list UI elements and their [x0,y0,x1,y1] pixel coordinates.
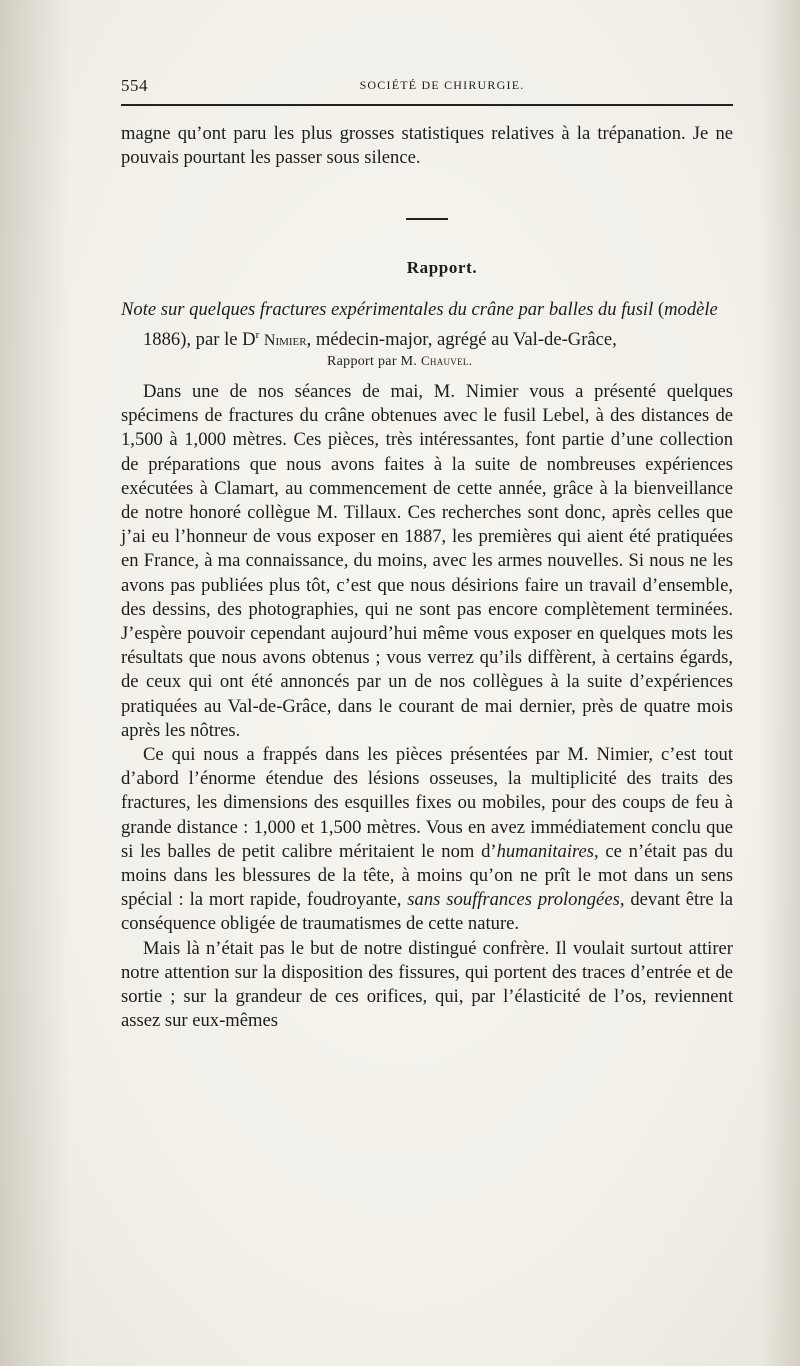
running-head: SOCIÉTÉ DE CHIRURGIE. [359,78,525,92]
page-shadow-right [760,0,800,1366]
header-rule [121,104,733,106]
paragraph-3: Mais là n’était pas le but de notre distingué confrère. Il voulait surtout attirer notre attention sur la disposition des fissures, qui portent des traces d’entrée et de sortie ; sur la grandeur de ces orifices, qui, par l’élasticité de l’os, reviennent assez sur eux-mêmes [121,937,733,1032]
note-title [121,298,733,353]
reporter-prefix: Rapport par M. [327,354,421,369]
model-year: 1886), par le D [143,328,256,350]
reporter-line [327,353,733,370]
section-title: Rapport. [406,258,478,278]
paragraph-2-part-c: , devant être la conséquence obligée de traumatismes de cette nature. [121,889,733,935]
doctor-superscript: r [255,328,260,341]
paragraph-2-part-b: , ce n’était pas du moins dans les blessures de la tête, à moins qu’on ne prît le mot dans un sens spécial : la mort rapide, foudroyante, [121,840,734,911]
page-header [121,76,733,100]
opening-paragraph: magne qu’ont paru les plus grosses statistiques relatives à la trépanation. Je ne pouvais pourtant les passer sous silence. [121,123,733,169]
author-affiliation: , médecin-major, agrégé au Val-de-Grâce, [306,328,617,350]
body-text [121,122,733,1033]
paragraph-2-part-a: Ce qui nous a frappés dans les pièces présentées par M. Nimier, c’est tout d’abord l’énorme étendue des lésions osseuses, la multiplicité des traits des fractures, les dimensions des esquilles fixes ou mobiles, pour des coups de feu à grande distance : 1,000 et 1,500 mètres. Vous en avez immédiatement conclu que si les balles de petit calibre méritaient le nom d’ [121,744,733,862]
note-title-italic: Note sur quelques fractures expérimentales du crâne par balles du fusil [121,299,654,321]
author-name: Nimier [263,331,307,349]
reporter-name: Chauvel. [420,353,473,368]
page-shadow-left [0,0,70,1366]
paragraph-2-italic-1: humanitaires [496,840,595,862]
paragraph-2-italic-2: sans souffrances prolongées [407,889,620,911]
model-open: ( [653,299,665,321]
paragraph-1: Dans une de nos séances de mai, M. Nimier vous a présenté quelques spécimens de fractures du crâne obtenues avec le fusil Lebel, à des distances de 1,500 à 1,000 mètres. Ces pièces, très intéressantes, font partie d’une collection de préparations que nous avons faites à la suite de nombreuses expériences exécutées à Clamart, au commencement de cette année, grâce à la bienveillance de notre honoré collègue M. Tillaux. Ces recherches sont donc, après celles que j’ai eu l’honneur de vous exposer en 1887, les premières qui aient été pratiquées en France, à ma connaissance, du moins, avec les armes nouvelles. Si nous ne les avons pas publiées plus tôt, c’est que nous désirions faire un travail d’ensemble, des dessins, des photographies, qui ne sont pas encore complètement terminées. J’espère pouvoir cependant aujourd’hui même vous exposer en quelques mots les résultats que nous avons obtenus ; vous verrez qu’ils diffèrent, à certains égards, de ceux qui ont été annoncés par un de nos collègues à la suite d’expériences pratiquées au Val-de-Grâce, dans le courant de mai dernier, près de quatre mois après les nôtres. [121,381,733,741]
page-number: 554 [121,76,148,95]
section-separator [406,218,448,220]
model-label: modèle [664,299,718,321]
paragraph-2 [121,743,733,937]
